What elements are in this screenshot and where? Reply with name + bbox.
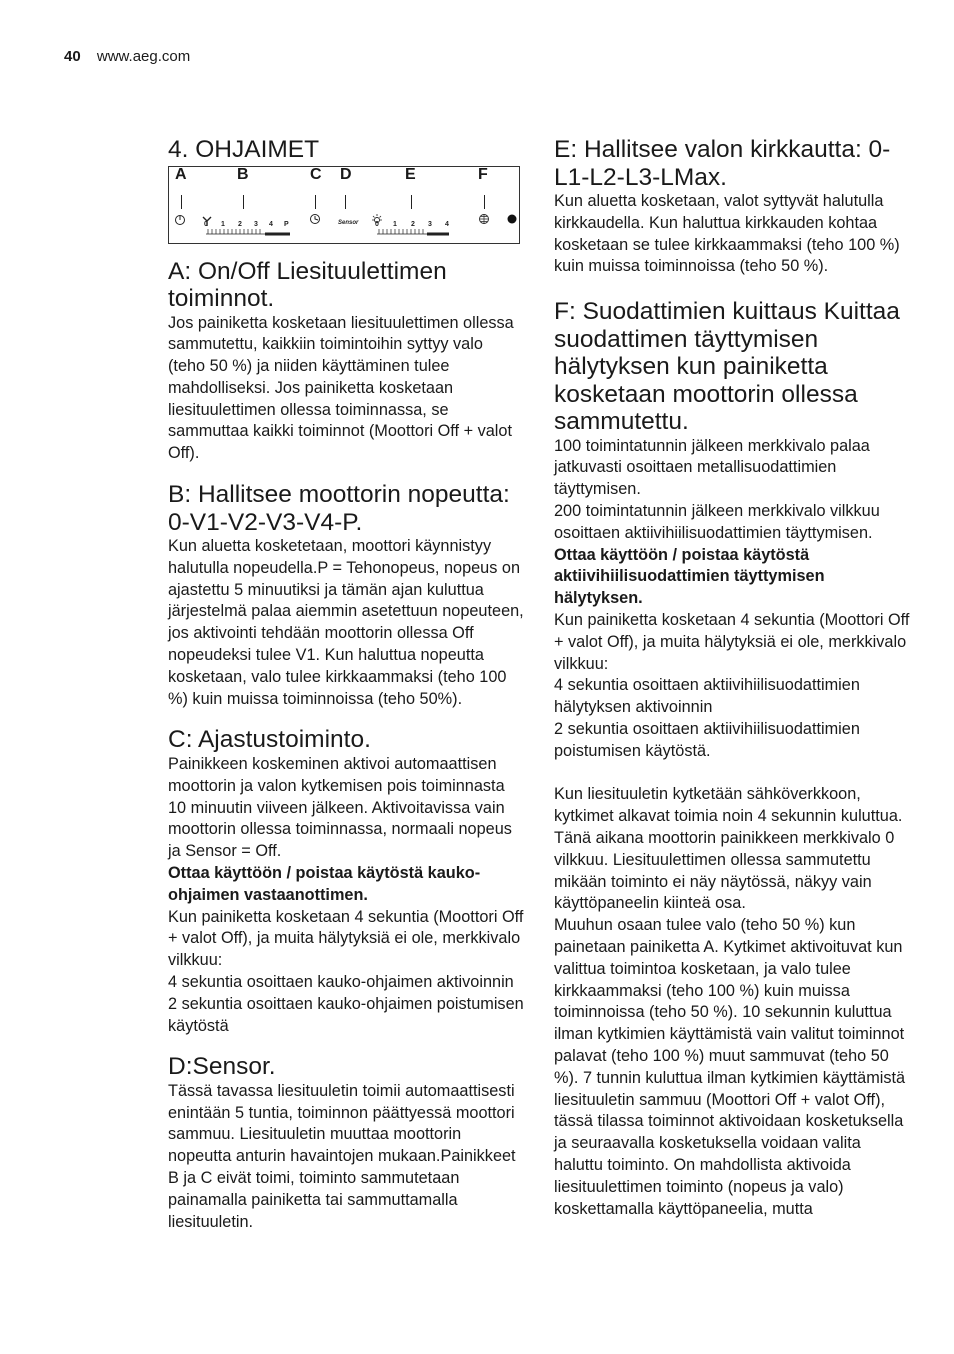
section-a — [168, 258, 524, 466]
section-c-text-3: 4 sekuntia osoittaen kauko-ohjaimen aktivoinnin — [168, 972, 514, 991]
left-column — [168, 136, 524, 1249]
speed-label-3: 3 — [254, 220, 258, 228]
section-c-text-2: Kun painiketta kosketaan 4 sekuntia (Moottori Off + valot Off), ja muita hälytyksiä ei ole, merkkivalo vilkkuu: — [168, 907, 524, 970]
section-b — [168, 481, 524, 710]
section-f-text-4: 4 sekuntia osoittaen aktiivihiilisuodattimien hälytyksen aktivoinnin — [554, 676, 860, 717]
light-label-0: 0 — [375, 220, 379, 228]
section-f-bold: Ottaa käyttöön / poistaa käytöstä aktiivihiilisuodattimien täyttymisen hälytyksen. — [554, 545, 825, 608]
section-d-text: Tässä tavassa liesituuletin toimii automaattisesti enintään 5 tuntia, toiminnon päättyessä moottori sammuu. Liesituuletin muuttaa moottorin nopeutta anturin havaintojen mukaan.Painikkeet B ja C eivät toimi, toiminto sammutetaan painamalla painiketta tai sammuttamalla liesituuletin. — [168, 1081, 516, 1231]
speed-label-2: 2 — [238, 220, 242, 228]
section-f-heading: F: Suodattimien kuittaus Kuittaa suodattimen täyttymisen hälytyksen kun painiketta kosketaan moottorin ollessa sammutettu. — [554, 298, 900, 436]
section-b-heading: B: Hallitsee moottorin nopeutta: 0-V1-V2-V3-V4-P. — [168, 481, 510, 536]
label-e: E — [405, 165, 416, 183]
section-d-heading: D:Sensor. — [168, 1053, 276, 1081]
speed-label-0: 0 — [204, 220, 208, 228]
section-c-bold: Ottaa käyttöön / poistaa käytöstä kauko-ohjaimen vastaanottimen. — [168, 863, 481, 904]
label-c: C — [310, 165, 322, 183]
label-a: A — [175, 165, 187, 183]
section-c — [168, 726, 524, 1037]
section-c-text: Painikkeen koskeminen aktivoi automaattisen moottorin ja valon kytkemisen pois toiminnasta 10 minuutin viiveen jälkeen. Aktivoitavissa vain moottorin ollessa toiminnassa, normaali nopeus ja Sensor = Off. — [168, 754, 512, 861]
section-a-heading: A: On/Off Liesituulettimen toiminnot. — [168, 257, 447, 312]
section-e-text: Kun aluetta kosketaan, valot syttyvät halutulla kirkkaudella. Kun haluttua kirkkauden kohtaa kosketaan se tulee kirkkaammaksi (teho 100 %) kuin muissa toiminnoissa (teho 50 %). — [554, 192, 900, 276]
light-label-3: 3 — [428, 220, 432, 228]
sensor-label: Sensor — [338, 219, 359, 226]
section-f-text-5: 2 sekuntia osoittaen aktiivihiilisuodattimien poistumisen käytöstä. — [554, 720, 860, 760]
section-f-text-1: 100 toimintatunnin jälkeen merkkivalo palaa jatkuvasti osoittaen metallisuodattimien täyttymisen. — [554, 436, 870, 499]
section-f-text-6: Kun liesituuletin kytketään sähköverkkoon, kytkimet alkavat toimia noin 4 sekunnin kuluttua. Tänä aikana moottorin painikkeen merkkivalo 0 vilkkuu. Liesituulettimen ollessa sammutettu mikään toiminto ei näy näytössä, näkyy vain käyttöpaneelin kiinteä osa. — [554, 785, 903, 913]
light-label-2: 2 — [411, 220, 415, 228]
light-slider[interactable] — [377, 229, 449, 234]
light-label-1: 1 — [393, 220, 397, 228]
section-c-text-4: 2 sekuntia osoittaen kauko-ohjaimen poistumisen käytöstä — [168, 994, 524, 1035]
section-title: 4. OHJAIMET — [168, 136, 320, 163]
control-panel-diagram — [168, 166, 520, 244]
section-b-text: Kun aluetta kosketetaan, moottori käynnistyy halutulla nopeudella.P = Tehonopeus, nopeus on ajastettu 5 minuutiksi ja tämän ajan kuluttua järjestelmä palaa aiemmin asetettuun nopeuteen, jos aktivointi tehdään moottorin ollessa Off nopeudeksi tulee V1. Kun haluttua nopeutta kosketaan, valo tulee kirkkaammaksi (teho 100 %) kuin muissa toiminnoissa (teho 50%). — [168, 537, 524, 708]
section-c-heading: C: Ajastustoiminto. — [168, 726, 371, 754]
label-f: F — [478, 165, 488, 183]
section-f-text-2: 200 toimintatunnin jälkeen merkkivalo vilkkuu osoittaen aktiivihiilisuodattimien täyttymisen. — [554, 502, 880, 542]
speed-label-p: P — [284, 220, 289, 228]
speed-slider[interactable] — [206, 229, 290, 234]
section-d — [168, 1053, 524, 1233]
timer-icon — [311, 214, 320, 223]
label-d: D — [340, 165, 352, 183]
section-f-text-7: Muuhun osaan tulee valo (teho 50 %) kun painetaan painiketta A. Kytkimet aktivoituvat kun valittua toimintoa kosketaan, ja valo tulee kirkkaammaksi (teho 100 %) kuin muissa toiminnoissa (teho 50 %). 10 sekunnin kuluttua ilman kytkimien käyttämistä vain valitut toiminnot palavat (teho 100 %) muut sammuvat (teho 50 %). 7 tunnin kuluttua ilman kytkimien käyttämistä liesituuletin sammuu (Moottori Off + valot Off), tässä tilassa toiminnot aktivoidaan kosketuksella ja seuraavalla kosketuksella voidaan valita haluttu toiminto. On mahdollista aktivoida liesituulettimen toiminto (nopeus ja valo) koskettamalla käyttöpaneelia, mutta — [554, 916, 906, 1218]
section-f-text-3: Kun painiketta kosketaan 4 sekuntia (Moottori Off + valot Off), ja muita hälytyksiä ei ole, merkkivalo vilkkuu: — [554, 611, 910, 673]
section-e — [554, 136, 914, 278]
power-icon — [176, 215, 185, 224]
page-header — [64, 48, 190, 65]
page-number: 40 — [64, 48, 81, 65]
section-f — [554, 298, 914, 1220]
section-a-text: Jos painiketta kosketaan liesituulettimen ollessa sammutettu, kaikkiin toimintoihin syttyy valo (teho 50 %) ja niiden käyttäminen tulee mahdolliseksi. Jos painiketta kosketaan liesituulettimen ollessa toiminnassa, se sammuttaa kaikki toiminnot (Moottori Off + valot Off). — [168, 313, 514, 463]
label-b: B — [237, 165, 249, 183]
light-label-4: 4 — [445, 220, 449, 228]
section-e-heading: E: Hallitsee valon kirkkautta: 0-L1-L2-L3-LMax. — [554, 136, 891, 191]
speed-label-4: 4 — [269, 220, 273, 228]
site-url: www.aeg.com — [96, 48, 191, 65]
indicator-dot — [508, 214, 517, 223]
right-column — [554, 136, 914, 1236]
filter-icon — [480, 214, 489, 223]
speed-label-1: 1 — [221, 220, 225, 228]
